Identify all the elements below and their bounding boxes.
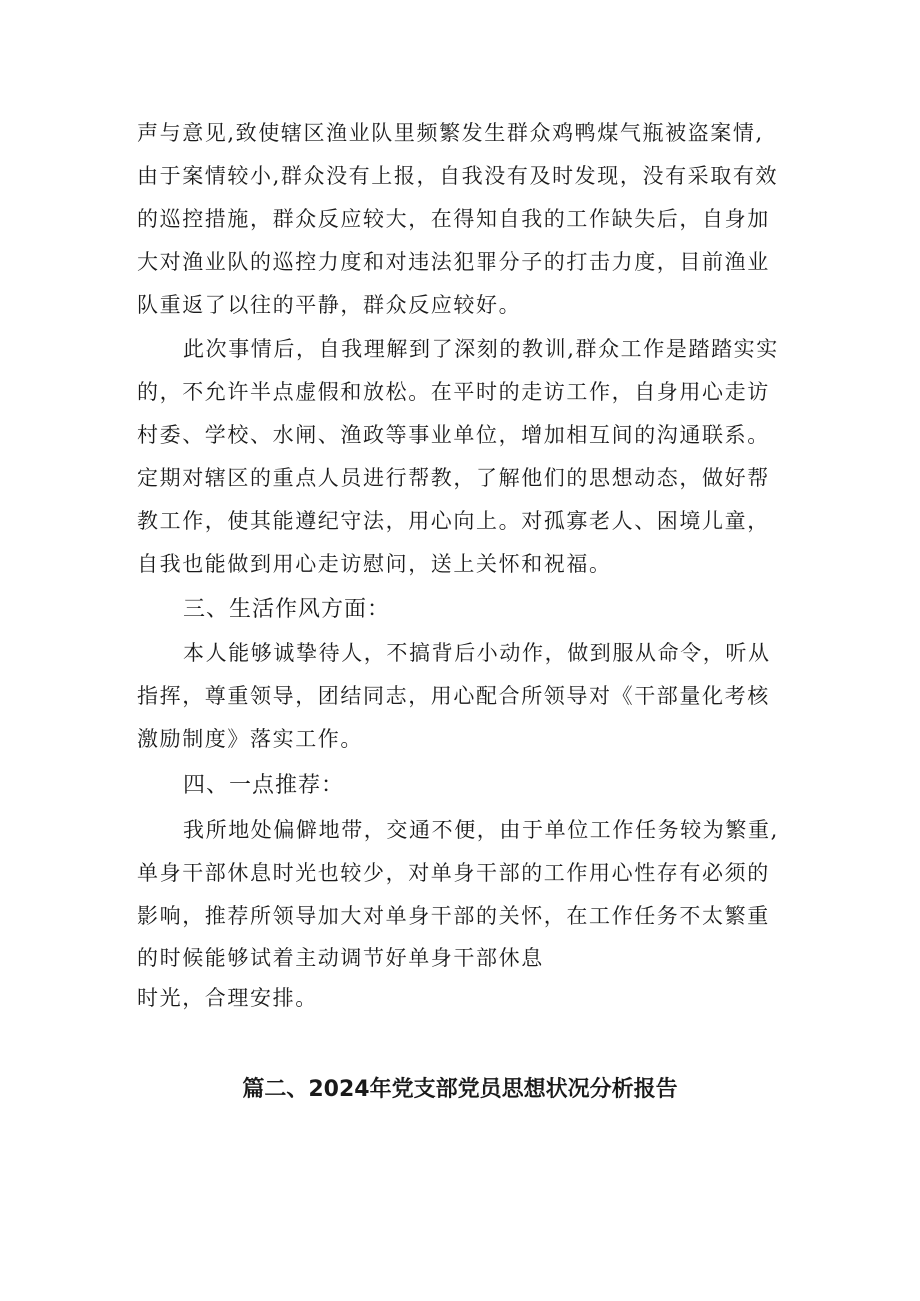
text-line: 村委、学校、水闸、渔政等事业单位，增加相互间的沟通联系。 [137,423,770,447]
text-line: 自我也能做到用心走访慰问，送上关怀和祝福。 [137,552,612,576]
text-line: 本人能够诚挚待人，不搞背后小动作，做到服从命令，听从 [183,641,771,665]
heading-recommendation: 四、一点推荐： [183,773,345,798]
text-line: 由于案情较小,群众没有上报，自我没有及时发现，没有采取有效 [137,164,779,188]
text-line: 教工作，使其能遵纪守法，用心向上。对孤寡老人、困境儿童， [137,509,770,533]
text-line: 单身干部休息时光也较少，对单身干部的工作用心性存有必须的 [137,861,770,885]
text-line: 大对渔业队的巡控力度和对违法犯罪分子的打击力度，目前渔业 [137,250,770,274]
section-title: 篇二、2024年党支部党员思想状况分析报告 [242,1077,678,1102]
text-line: 时光，合理安排。 [137,986,318,1010]
text-line: 我所地处偏僻地带，交通不便，由于单位工作任务较为繁重, [183,818,779,842]
text-line: 指挥，尊重领导，团结同志，用心配合所领导对《干部量化考核 [137,684,770,708]
heading-lifestyle: 三、生活作风方面： [183,597,391,622]
text-line: 的巡控措施，群众反应较大，在得知自我的工作缺失后，自身加 [137,207,770,231]
text-line: 定期对辖区的重点人员进行帮教，了解他们的思想动态，做好帮 [137,466,770,490]
text-line: 影响，推荐所领导加大对单身干部的关怀，在工作任务不太繁重 [137,904,770,928]
text-line: 队重返了以往的平静，群众反应较好。 [137,293,522,317]
text-line: 激励制度》落实工作。 [137,727,363,751]
text-line: 声与意见,致使辖区渔业队里频繁发生群众鸡鸭煤气瓶被盗案情, [137,121,764,145]
text-line: 的时候能够试着主动调节好单身干部休息 [137,946,544,970]
text-line: 的，不允许半点虚假和放松。在平时的走访工作，自身用心走访 [137,380,770,404]
text-line: 此次事情后，自我理解到了深刻的教训,群众工作是踏踏实实 [183,337,779,361]
